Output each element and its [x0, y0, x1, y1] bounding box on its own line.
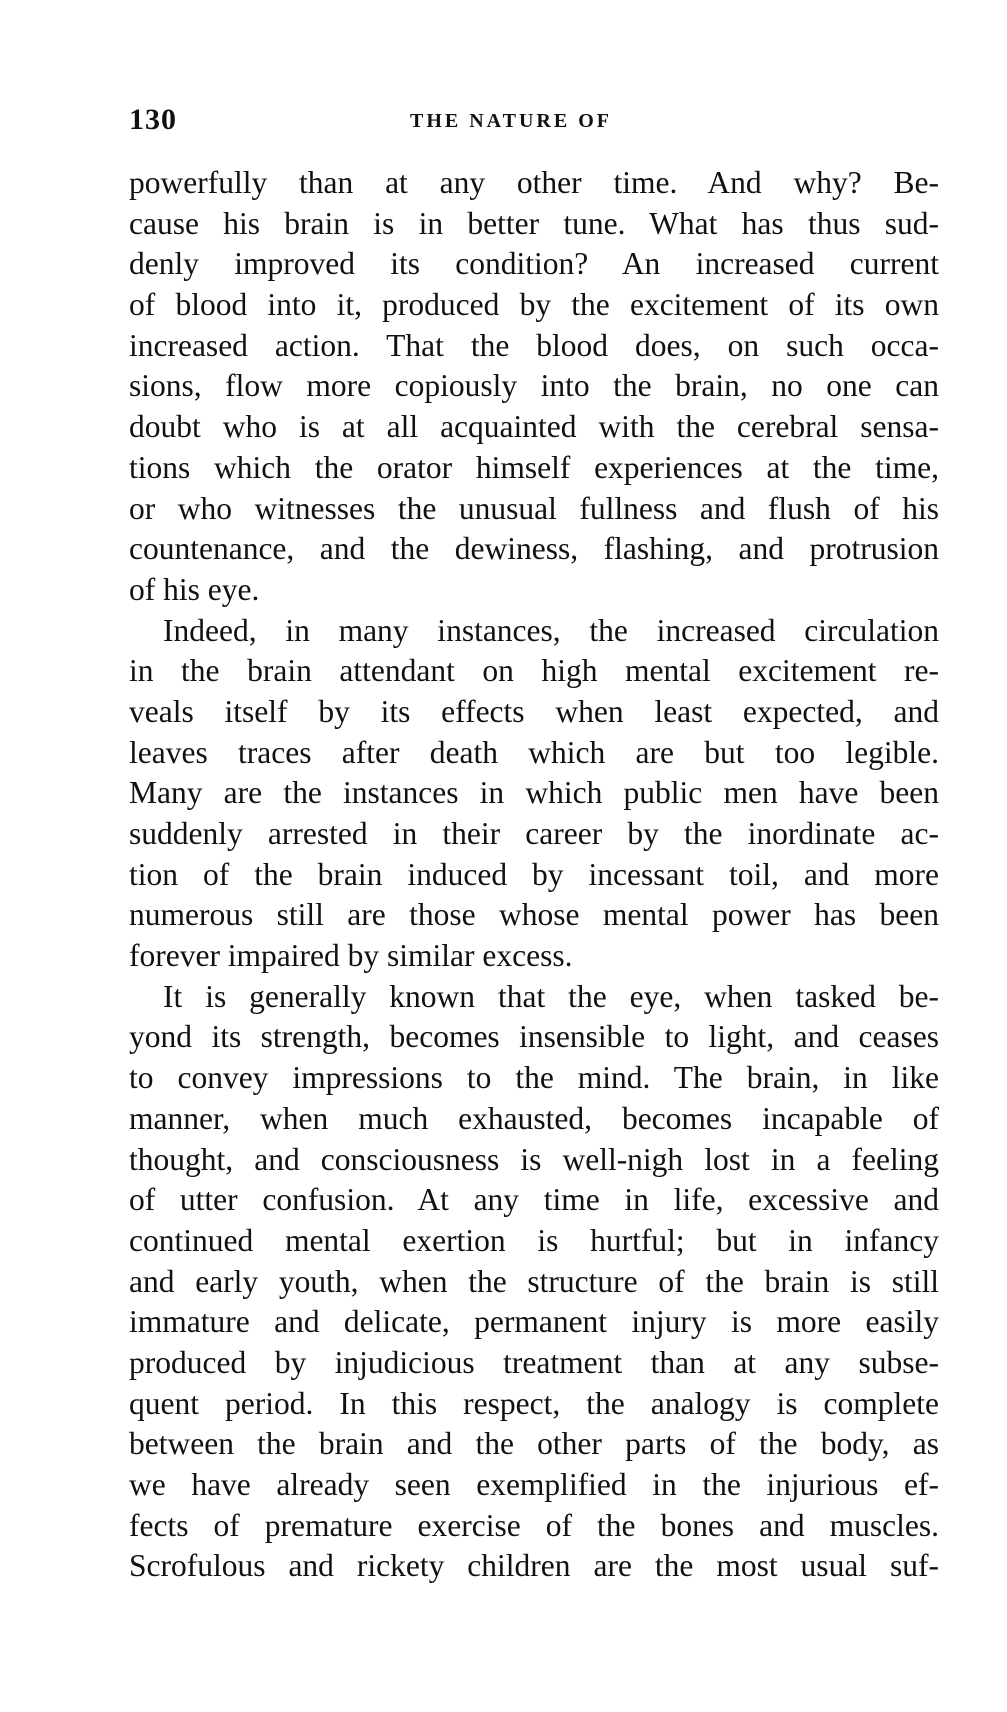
body-text [129, 163, 939, 1587]
text-line: countenance, and the dewiness, flashing, and protrusion [129, 531, 939, 567]
text-line: tions which the orator himself experiences at the time, [129, 449, 939, 485]
text-line: continued mental exertion is hurtful; but in infancy [129, 1222, 939, 1258]
text-line: powerfully than at any other time. And why? Be- [129, 165, 939, 200]
text-line: and early youth, when the structure of the brain is still [129, 1263, 939, 1299]
text-line: denly improved its condition? An increased current [129, 246, 939, 282]
text-line: immature and delicate, permanent injury is more easily [129, 1304, 939, 1340]
text-line: suddenly arrested in their career by the inordinate ac- [129, 816, 939, 851]
text-line: or who witnesses the unusual fullness and flush of his [129, 490, 939, 526]
text-line: tion of the brain induced by incessant toil, and more [129, 856, 939, 892]
text-line: Many are the instances in which public men have been [129, 775, 939, 811]
text-line: yond its strength, becomes insensible to light, and ceases [129, 1019, 939, 1055]
text-line: fects of premature exercise of the bones and muscles. [129, 1507, 939, 1543]
text-line: produced by injudicious treatment than at any subse- [129, 1344, 939, 1380]
text-line: we have already seen exemplified in the injurious ef- [129, 1467, 939, 1502]
running-head: THE NATURE OF [410, 110, 612, 132]
text-line: Scrofulous and rickety children are the most usual suf- [129, 1548, 939, 1584]
text-line: leaves traces after death which are but too legible. [129, 734, 939, 770]
text-line: Indeed, in many instances, the increased circulation [163, 612, 939, 648]
text-line: quent period. In this respect, the analogy is complete [129, 1385, 939, 1421]
text-line: veals itself by its effects when least expected, and [129, 693, 939, 729]
text-line: manner, when much exhausted, becomes incapable of [129, 1100, 939, 1136]
text-line: of blood into it, produced by the excitement of its own [129, 287, 939, 323]
text-line: forever impaired by similar excess. [129, 938, 573, 974]
text-line: of utter confusion. At any time in life, excessive and [129, 1182, 939, 1218]
text-line: doubt who is at all acquainted with the cerebral sensa- [129, 409, 939, 445]
text-line: It is generally known that the eye, when tasked be- [163, 978, 939, 1014]
text-line: thought, and consciousness is well-nigh lost in a feeling [129, 1141, 939, 1177]
text-line: cause his brain is in better tune. What has thus sud- [129, 205, 939, 241]
text-line: of his eye. [129, 571, 260, 607]
text-line: to convey impressions to the mind. The brain, in like [129, 1060, 939, 1096]
text-line: in the brain attendant on high mental excitement re- [129, 653, 939, 689]
text-line: sions, flow more copiously into the brain, no one can [129, 368, 939, 404]
text-line: increased action. That the blood does, on such occa- [129, 327, 939, 363]
page-number: 130 [129, 103, 177, 136]
text-line: between the brain and the other parts of the body, as [129, 1426, 939, 1462]
text-line: numerous still are those whose mental power has been [129, 897, 939, 933]
